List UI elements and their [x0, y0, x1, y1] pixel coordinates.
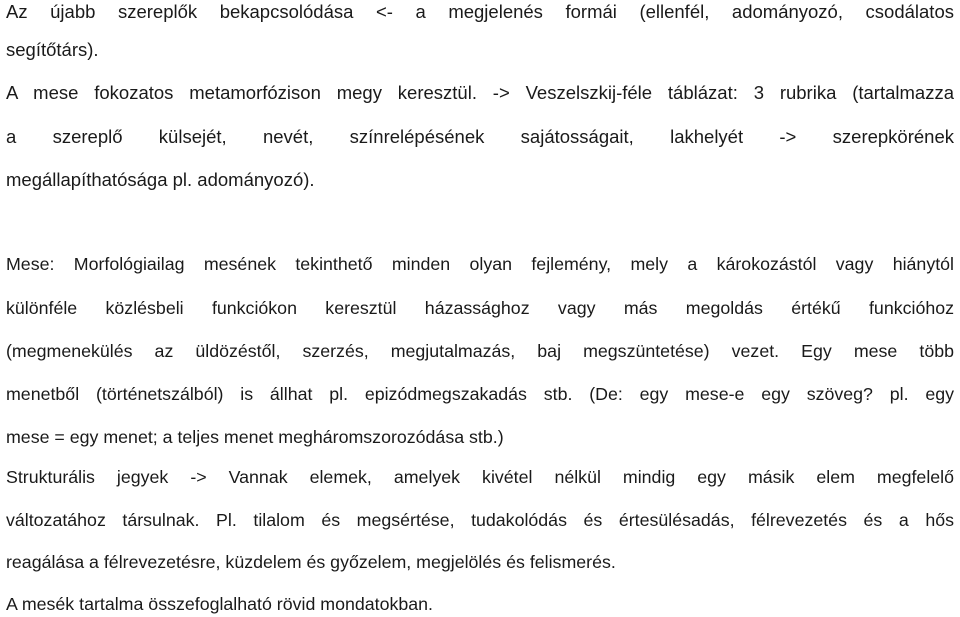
- paragraph-1-line-1: Az újabb szereplők bekapcsolódása <- a megjelenés formái (ellenfél, adományozó, csodálatos: [6, 1, 954, 22]
- paragraph-4-line-2: változatához társulnak. Pl. tilalom és megsértése, tudakolódás és értesülésadás, félrevezetés és a hős: [6, 510, 954, 530]
- paragraph-2-line-1: A mese fokozatos metamorfózison megy keresztül. -> Veszelszkij-féle táblázat: 3 rubrika (tartalmazza: [6, 82, 954, 103]
- paragraph-3-line-1: Mese: Morfológiailag mesének tekinthető minden olyan fejlemény, mely a károkozástól vagy hiánytól: [6, 254, 954, 274]
- paragraph-3-line-2: különféle közlésbeli funkciókon keresztül házassághoz vagy más megoldás értékű funkcióhoz: [6, 298, 954, 318]
- paragraph-1-line-2: segítőtárs).: [6, 39, 99, 60]
- paragraph-4-line-1: Strukturális jegyek -> Vannak elemek, amelyek kivétel nélkül mindig egy másik elem megfelelő: [6, 467, 954, 487]
- paragraph-4-line-3: reagálása a félrevezetésre, küzdelem és győzelem, megjelölés és felismerés.: [6, 552, 616, 572]
- paragraph-3-line-4: menetből (történetszálból) is állhat pl. epizódmegszakadás stb. (De: egy mese-e egy szöveg? pl. egy: [6, 384, 954, 404]
- paragraph-3-line-5: mese = egy menet; a teljes menet megháromszorozódása stb.): [6, 427, 504, 447]
- paragraph-2-line-3: megállapíthatósága pl. adományozó).: [6, 169, 315, 190]
- paragraph-3-line-3: (megmenekülés az üldözéstől, szerzés, megjutalmazás, baj megszüntetése) vezet. Egy mese több: [6, 341, 954, 361]
- paragraph-2-line-2: a szereplő külsejét, nevét, színrelépésének sajátosságait, lakhelyét -> szerepkörének: [6, 126, 954, 147]
- document-page: [6, 0, 954, 617]
- paragraph-5-line-1: A mesék tartalma összefoglalható rövid mondatokban.: [6, 594, 433, 614]
